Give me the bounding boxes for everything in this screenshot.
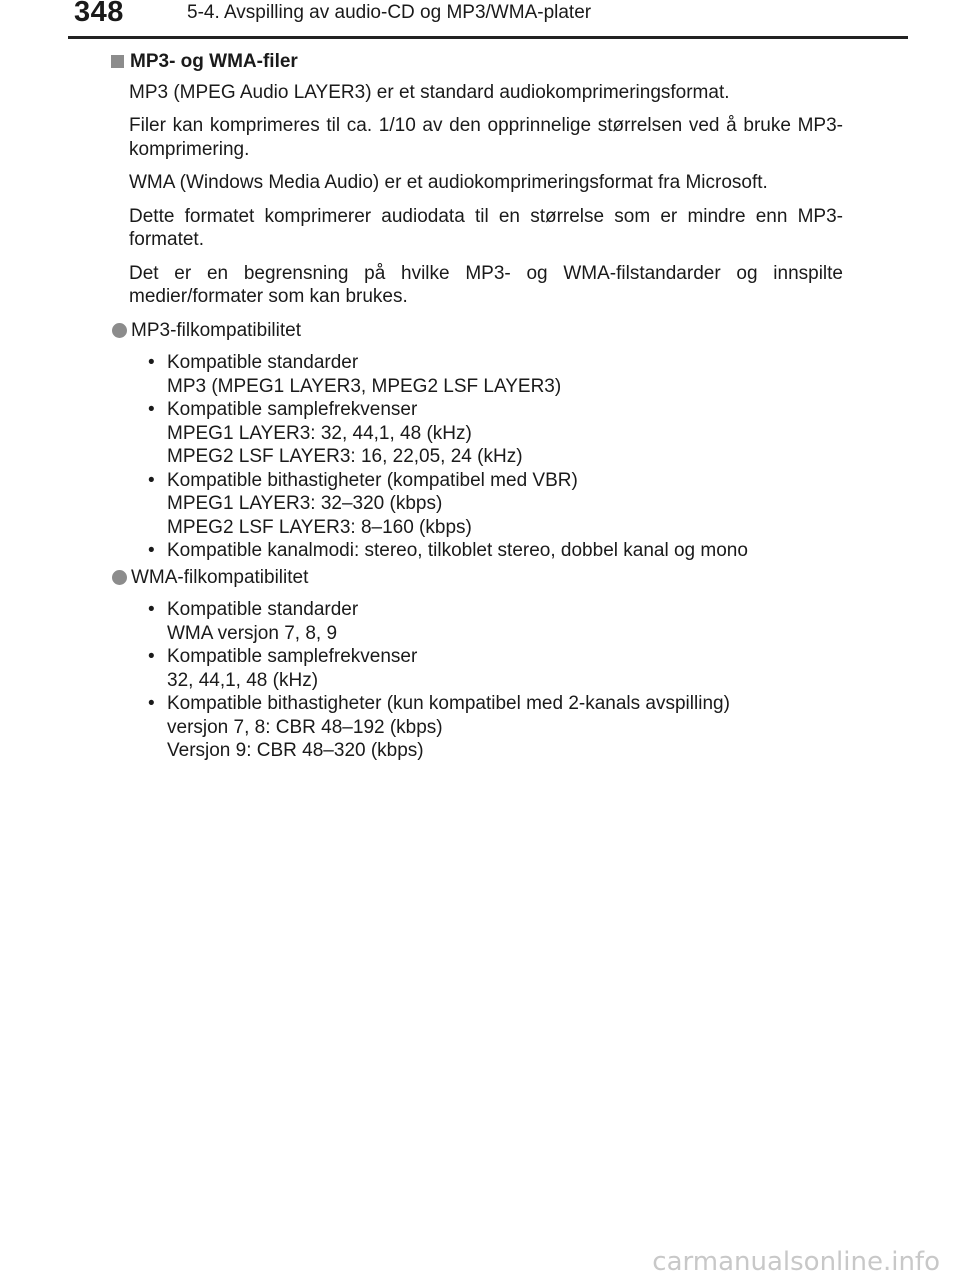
- page-number: 348: [74, 0, 124, 28]
- spec-item-detail: MPEG1 LAYER3: 32, 44,1, 48 (kHz): [167, 422, 472, 444]
- circle-bullet-icon: [112, 570, 127, 585]
- spec-item: [148, 398, 843, 469]
- wma-compat-heading: [111, 566, 843, 590]
- section-heading: [111, 50, 843, 74]
- spec-item: [148, 692, 843, 763]
- mp3-compat-heading-text: MP3-filkompatibilitet: [131, 319, 301, 341]
- paragraph: WMA (Windows Media Audio) er et audiokomprimeringsformat fra Microsoft.: [129, 172, 768, 193]
- spec-item-title: • Kompatible samplefrekvenser: [167, 646, 418, 667]
- square-bullet-icon: [111, 55, 124, 68]
- section-heading-text: MP3- og WMA-filer: [130, 51, 298, 72]
- spec-item: [148, 598, 843, 645]
- header-rule: [68, 36, 908, 39]
- spec-item-detail: Versjon 9: CBR 48–320 (kbps): [167, 740, 424, 761]
- wma-compat-heading-text: WMA-filkompatibilitet: [131, 566, 309, 588]
- spec-item-detail: MP3 (MPEG1 LAYER3, MPEG2 LSF LAYER3): [167, 375, 562, 397]
- page-content: [111, 50, 843, 766]
- spec-item-detail: versjon 7, 8: CBR 48–192 (kbps): [167, 716, 443, 738]
- spec-item-title: • Kompatible standarder: [167, 352, 359, 373]
- paragraph: Filer kan komprimeres til ca. 1/10 av den opprinnelige størrelsen ved å bruke MP3-komprimering.: [129, 115, 843, 160]
- spec-item: [148, 469, 843, 540]
- page-header: [0, 0, 960, 36]
- mp3-compat-heading: [111, 319, 843, 343]
- watermark: carmanualsonline.info: [652, 1247, 940, 1277]
- spec-item-detail: WMA versjon 7, 8, 9: [167, 622, 338, 644]
- spec-item: [148, 645, 843, 692]
- spec-item-title: • Kompatible samplefrekvenser: [167, 399, 418, 420]
- spec-item: [148, 351, 843, 398]
- paragraph: Det er en begrensning på hvilke MP3- og WMA-filstandarder og innspilte medier/formater som kan brukes.: [129, 262, 843, 307]
- spec-item-title: • Kompatible kanalmodi: stereo, tilkoblet stereo, dobbel kanal og mono: [167, 540, 748, 561]
- chapter-title: 5-4. Avspilling av audio-CD og MP3/WMA-plater: [187, 2, 592, 23]
- paragraph: Dette formatet komprimerer audiodata til en størrelse som er mindre enn MP3-formatet.: [129, 205, 843, 250]
- circle-bullet-icon: [112, 323, 127, 338]
- spec-item-detail: MPEG2 LSF LAYER3: 16, 22,05, 24 (kHz): [167, 446, 523, 467]
- spec-item-title: • Kompatible standarder: [167, 599, 359, 620]
- spec-item-detail: 32, 44,1, 48 (kHz): [167, 669, 319, 691]
- spec-item: [148, 539, 843, 563]
- spec-item-detail: MPEG2 LSF LAYER3: 8–160 (kbps): [167, 516, 472, 538]
- paragraph: MP3 (MPEG Audio LAYER3) er et standard audiokomprimeringsformat.: [129, 81, 730, 103]
- spec-item-detail: MPEG1 LAYER3: 32–320 (kbps): [167, 493, 443, 514]
- spec-item-title: • Kompatible bithastigheter (kun kompatibel med 2-kanals avspilling): [167, 693, 730, 714]
- wma-spec-list: [148, 598, 843, 763]
- mp3-spec-list: [148, 351, 843, 563]
- spec-item-title: • Kompatible bithastigheter (kompatibel med VBR): [167, 469, 578, 491]
